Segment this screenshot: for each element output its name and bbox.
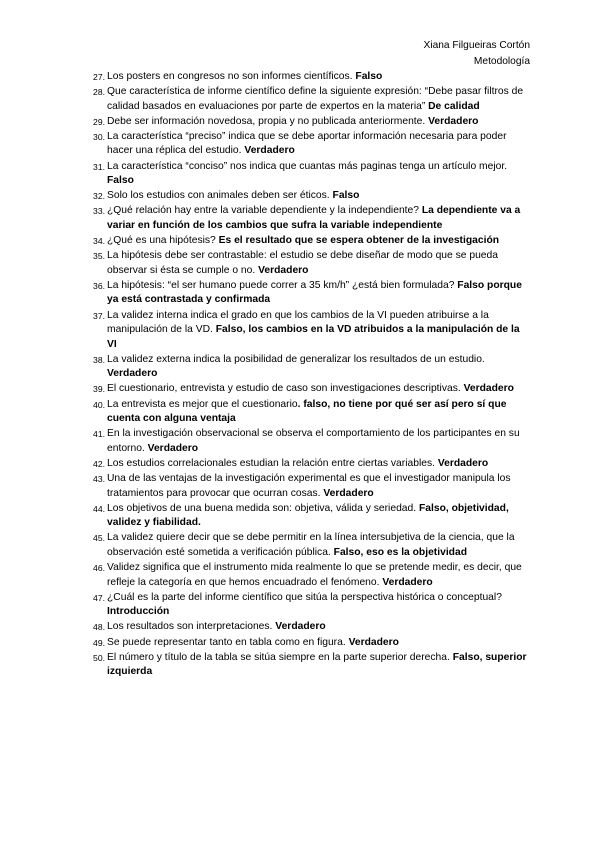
question-number: 46. — [93, 563, 105, 574]
question-number: 27. — [93, 72, 105, 82]
question-item — [89, 561, 529, 590]
answer-text: Falso — [332, 190, 360, 202]
question-number: 44. — [93, 503, 105, 514]
question-number: 37. — [93, 310, 105, 321]
question-text: Solo los estudios con animales deben ser éticos. — [107, 190, 333, 202]
question-number: 29. — [93, 116, 105, 127]
answer-text: Verdadero — [348, 636, 399, 648]
question-item — [89, 591, 529, 620]
question-item — [89, 160, 529, 189]
question-text: Se puede representar tanto en tabla como en figura. — [107, 636, 349, 648]
question-item — [89, 353, 529, 382]
author-name: Xiana Filgueiras Cortón — [423, 40, 530, 51]
answer-text: Falso, los cambios en la VD atribuidos a la manipulación de la VI — [107, 324, 520, 350]
question-text: La característica “conciso” nos indica que cuantas más paginas tenga un artículo mejor. — [107, 160, 508, 172]
question-item — [89, 70, 529, 85]
question-item — [89, 636, 529, 651]
question-text: Que característica de informe científico define la siguiente expresión: “Debe pasar filtros de calidad basados en evaluaciones por parte de expertos en la materia” — [107, 86, 524, 112]
question-item — [89, 115, 529, 130]
question-item — [89, 472, 529, 501]
question-text: Los objetivos de una buena medida son: objetiva, válida y seriedad. — [107, 502, 419, 514]
question-number: 28. — [93, 87, 105, 98]
question-item — [89, 279, 529, 308]
question-number: 36. — [93, 280, 105, 291]
question-text: La validez interna indica el grado en que los cambios de la VI pueden atribuirse a la manipulación de la VD. — [107, 309, 489, 336]
question-text: Una de las ventajas de la investigación experimental es que el investigador manipula los tratamientos para provocar que ocurran cosas. — [107, 473, 511, 499]
question-text: Los resultados son interpretaciones. — [107, 621, 276, 633]
question-text: En la investigación observacional se observa el comportamiento de los participantes en su entorno. — [107, 428, 520, 454]
question-text: El número y título de la tabla se sitúa siempre en la parte superior derecha. — [107, 651, 453, 663]
question-item — [89, 620, 529, 635]
question-text: Validez significa que el instrumento mida realmente lo que se pretende medir, es decir, que refleje la categoría en que hemos encuadrado el fenómeno. — [107, 562, 522, 588]
question-list — [89, 70, 529, 680]
question-number: 42. — [93, 458, 105, 469]
question-item — [89, 382, 529, 397]
question-number: 34. — [93, 236, 105, 247]
question-number: 45. — [93, 533, 105, 544]
question-number: 43. — [93, 474, 105, 485]
answer-text: Falso — [107, 175, 134, 187]
question-item — [89, 502, 529, 531]
question-item — [89, 398, 529, 427]
question-number: 49. — [93, 637, 105, 648]
question-number: 30. — [93, 131, 105, 142]
answer-text: Verdadero — [428, 115, 479, 127]
question-item — [89, 130, 529, 159]
question-item — [89, 234, 529, 249]
question-text: ¿Qué relación hay entre la variable dependiente y la independiente? — [107, 205, 422, 217]
question-text: Debe ser información novedosa, propia y no publicada anteriormente. — [107, 115, 429, 127]
question-number: 35. — [93, 251, 105, 262]
question-item — [89, 651, 529, 680]
question-item — [89, 427, 529, 456]
subject-name: Metodología — [473, 56, 530, 67]
question-number: 39. — [93, 384, 105, 395]
question-item — [89, 189, 529, 204]
question-number: 50. — [93, 652, 105, 663]
answer-text: Verdadero — [244, 145, 295, 157]
answer-text: . falso, no tiene por qué ser así pero sí que cuenta con alguna ventaja — [107, 398, 507, 425]
answer-text: La dependiente va a variar en función de los cambios que sufra la variable independiente — [107, 205, 521, 231]
question-text: El cuestionario, entrevista y estudio de caso son investigaciones descriptivas. — [107, 383, 464, 395]
answer-text: Falso, objetividad, validez y fiabilidad. — [107, 502, 509, 529]
answer-text: Verdadero — [275, 621, 326, 633]
answer-text: Es el resultado que se espera obtener de la investigación — [218, 235, 500, 247]
question-number: 31. — [93, 161, 105, 172]
answer-text: Falso — [355, 71, 383, 82]
question-item — [89, 309, 529, 353]
question-text: La hipótesis: “el ser humano puede correr a 35 km/h” ¿está bien formulada? — [107, 279, 458, 291]
question-text: La validez externa indica la posibilidad de generalizar los resultados de un estudio. — [107, 353, 485, 365]
answer-text: Introducción — [107, 606, 170, 618]
question-text: La hipótesis debe ser contrastable: el estudio se debe diseñar de modo que se pueda observar si ésta se cumple o no. — [107, 250, 498, 276]
answer-text: De calidad — [428, 100, 480, 112]
question-number: 33. — [93, 206, 105, 217]
question-item — [89, 204, 529, 233]
answer-text: Verdadero — [258, 264, 309, 276]
answer-text: Verdadero — [437, 457, 489, 469]
answer-text: Verdadero — [323, 487, 374, 499]
answer-text: Verdadero — [382, 576, 433, 588]
question-text: La validez quiere decir que se debe permitir en la línea intersubjetiva de la ciencia, que la observación esté sometida a verificación pública. — [107, 532, 515, 558]
question-text: Los posters en congresos no son informes científicos. — [107, 71, 356, 82]
question-number: 32. — [93, 191, 105, 202]
question-item — [89, 85, 529, 114]
question-text: La entrevista es mejor que el cuestionario — [107, 398, 298, 410]
question-number: 38. — [93, 354, 105, 365]
question-text: ¿Cuál es la parte del informe científico que sitúa la perspectiva histórica o conceptual? — [107, 591, 502, 603]
question-item — [89, 249, 529, 278]
question-text: Los estudios correlacionales estudian la relación entre ciertas variables. — [107, 457, 438, 469]
question-item — [89, 457, 529, 472]
question-item — [89, 531, 529, 560]
answer-text: Falso porque ya está contrastada y confirmada — [107, 279, 522, 306]
question-number: 48. — [93, 622, 105, 633]
question-text: ¿Qué es una hipótesis? — [107, 235, 219, 247]
answer-text: Verdadero — [107, 368, 158, 380]
question-number: 41. — [93, 429, 105, 440]
page-header — [424, 38, 530, 70]
answer-text: Verdadero — [463, 383, 514, 395]
answer-text: Falso, superior izquierda — [107, 651, 527, 678]
question-number: 40. — [93, 399, 105, 410]
question-text: La característica “preciso” indica que se debe aportar información necesaria para poder hacer una réplica del estudio. — [107, 130, 507, 157]
question-number: 47. — [93, 592, 105, 603]
answer-text: Falso, eso es la objetividad — [333, 547, 467, 558]
answer-text: Verdadero — [147, 442, 199, 454]
